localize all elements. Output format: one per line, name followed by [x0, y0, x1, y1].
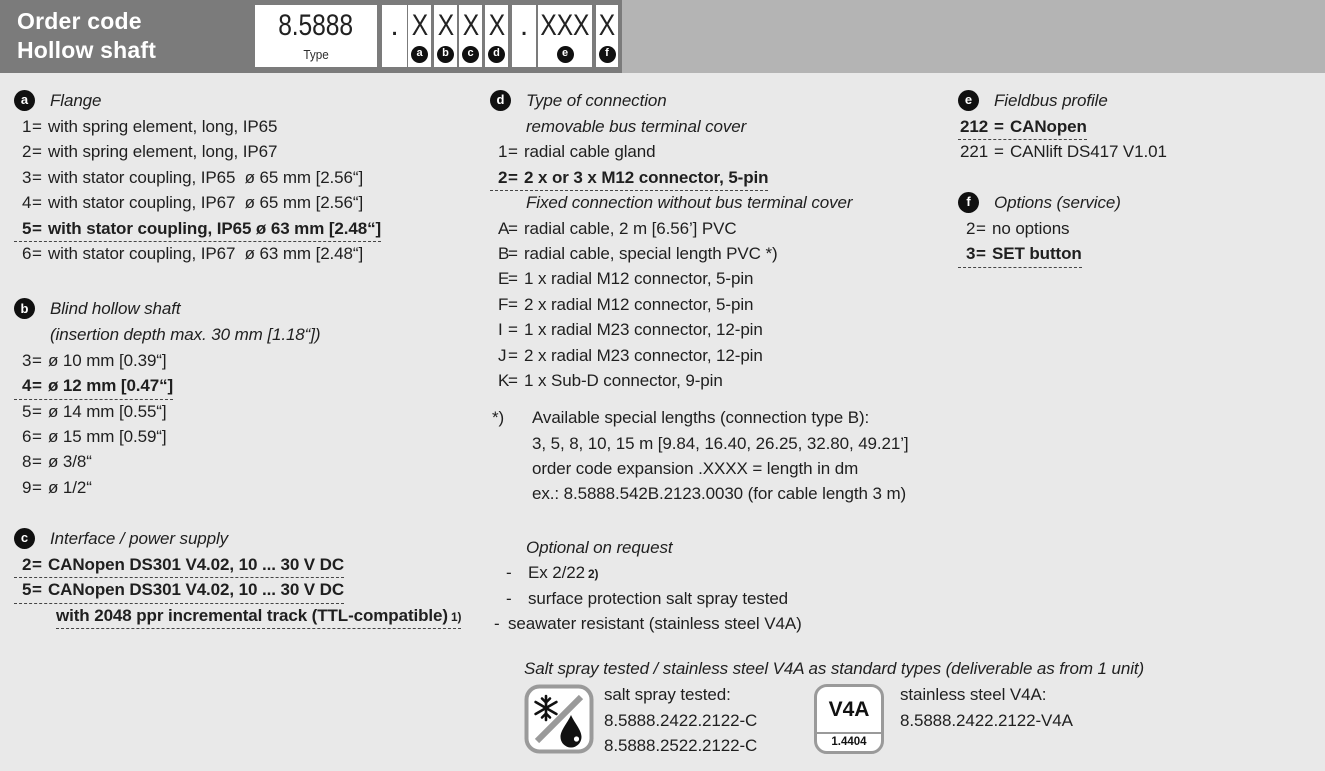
section-d-badge: d [490, 90, 511, 111]
order-code-dot-box-2 [512, 5, 536, 67]
code-row: 9 = ø 1/2“ [22, 477, 92, 497]
special-lengths-footnote [490, 405, 958, 507]
code-row-highlighted: 5 = CANopen DS301 V4.02, 10 ... 30 V DC [14, 577, 486, 602]
code-row: 6 = with stator coupling, IP67 ø 63 mm [2.48“] [22, 243, 364, 263]
salt-spray-code-2: 8.5888.2522.2122-C [604, 736, 758, 756]
order-code-dot-box [382, 5, 407, 67]
column-left [14, 88, 486, 628]
section-fieldbus-title: Fieldbus profile [994, 91, 1108, 110]
page-title [17, 7, 156, 65]
optional-item: - seawater resistant (stainless steel V4A) [490, 611, 958, 636]
stainless-steel-v4a-icon [814, 684, 884, 754]
code-row: B = radial cable, special length PVC *) [498, 243, 778, 263]
section-interface-title: Interface / power supply [50, 529, 229, 549]
page-title-line1: Order code [17, 8, 142, 34]
code-row: 8 = ø 3/8“ [22, 452, 92, 472]
code-row: I = 1 x radial M23 connector, 12-pin [498, 320, 763, 340]
key-badge-b: b [437, 46, 454, 63]
standard-types-block [490, 656, 1145, 762]
dot-separator: . [519, 9, 529, 42]
section-connection-title: Type of connection [526, 91, 667, 110]
code-row: 221 = CANlift DS417 V1.01 [960, 142, 1167, 162]
key-badge-c: c [462, 46, 479, 63]
optional-title: Optional on request [526, 537, 673, 557]
x-placeholder: X [437, 9, 454, 42]
standard-types-heading: Salt spray tested / stainless steel V4A as standard types (deliverable as from 1 unit) [524, 659, 1145, 679]
section-interface-header [14, 526, 486, 552]
code-row: E = 1 x radial M12 connector, 5-pin [498, 269, 754, 289]
page-title-line2: Hollow shaft [17, 37, 157, 63]
section-flange-title: Flange [50, 91, 102, 110]
type-code: 8.5888 [278, 9, 354, 42]
code-row: A = radial cable, 2 m [6.56’] PVC [498, 218, 737, 238]
section-options-title: Options (service) [994, 192, 1121, 212]
code-row-highlighted: 2 = CANopen DS301 V4.02, 10 ... 30 V DC [14, 552, 486, 577]
type-label: Type [303, 46, 329, 62]
order-code-box-d [485, 5, 508, 67]
v4a-label: stainless steel V4A: [900, 685, 1047, 705]
bullet-dash: - [494, 614, 500, 634]
order-code-box-e [538, 5, 592, 67]
xxx-placeholder: XXX [540, 9, 590, 42]
code-row: J = 2 x radial M23 connector, 12-pin [498, 345, 763, 365]
footnote-marker: *) [492, 408, 505, 428]
code-row: 1 = with spring element, long, IP65 [22, 117, 278, 136]
section-fieldbus-header [958, 88, 1320, 114]
v4a-codes [900, 682, 1073, 733]
section-shaft-title: Blind hollow shaft [50, 299, 181, 319]
code-row: F = 2 x radial M12 connector, 5-pin [498, 294, 754, 314]
order-code-box-a [408, 5, 431, 67]
salt-spray-tested-icon [524, 684, 594, 754]
code-row-highlighted: 2 = 2 x or 3 x M12 connector, 5-pin [490, 165, 958, 190]
x-placeholder: X [462, 9, 479, 42]
footnote-line-3: order code expansion .XXXX = length in dm [532, 459, 859, 479]
code-row-continuation: with 2048 ppr incremental track (TTL-compatible) 1) [14, 603, 486, 628]
salt-spray-codes [604, 682, 757, 758]
order-code-box-b [434, 5, 457, 67]
footnote-line-2: 3, 5, 8, 10, 15 m [9.84, 16.40, 26.25, 32.80, 49.21’] [532, 433, 909, 453]
footnote-line-1: Available special lengths (connection type B): [532, 408, 870, 428]
v4a-badge-label: V4A [828, 698, 870, 722]
key-badge-f: f [599, 46, 616, 63]
header-bar-right [622, 0, 1325, 73]
v4a-material-number: 1.4404 [817, 732, 881, 751]
code-row-highlighted: 4 = ø 12 mm [0.47“] [14, 373, 486, 398]
bullet-dash: - [506, 563, 512, 583]
section-e-badge: e [958, 90, 979, 111]
section-c-badge: c [14, 528, 35, 549]
salt-spray-label: salt spray tested: [604, 685, 731, 705]
optional-on-request-block [490, 535, 958, 637]
section-a-badge: a [14, 90, 35, 111]
section-shaft-subtitle: (insertion depth max. 30 mm [1.18“]) [50, 325, 321, 345]
key-badge-a: a [411, 46, 428, 63]
code-row: 3 = ø 10 mm [0.39“] [22, 350, 167, 370]
x-placeholder: X [411, 9, 428, 42]
section-b-badge: b [14, 298, 35, 319]
dot-separator: . [390, 9, 399, 42]
optional-item: - Ex 2/22 2) [490, 560, 958, 585]
code-row: 1 = radial cable gland [498, 142, 656, 162]
order-code-box-f [596, 5, 618, 67]
code-row-highlighted: 5 = with stator coupling, IP65 ø 63 mm [2.48“] [14, 216, 486, 241]
code-row: 3 = with stator coupling, IP65 ø 65 mm [2.56“] [22, 167, 364, 187]
code-row: 2 = with spring element, long, IP67 [22, 142, 278, 162]
section-options-header [958, 190, 1320, 216]
key-badge-e: e [557, 46, 574, 63]
v4a-code: 8.5888.2422.2122-V4A [900, 710, 1073, 730]
section-connection-subtitle-2: Fixed connection without bus terminal cover [526, 193, 853, 213]
code-row-highlighted: 212 = CANopen [958, 114, 1320, 139]
code-row: 2 = no options [966, 218, 1070, 238]
order-code-type-box [255, 5, 377, 67]
column-right [958, 88, 1320, 267]
section-f-badge: f [958, 192, 979, 213]
x-placeholder: X [488, 9, 505, 42]
optional-item: - surface protection salt spray tested [490, 586, 958, 611]
code-row-highlighted: 3 = SET button [958, 241, 1320, 266]
code-row: K = 1 x Sub-D connector, 9-pin [498, 370, 723, 390]
section-flange-header [14, 88, 486, 114]
key-badge-d: d [488, 46, 505, 63]
code-row: 6 = ø 15 mm [0.59“] [22, 426, 167, 446]
x-placeholder: X [598, 9, 616, 42]
bullet-dash: - [506, 588, 512, 608]
section-connection-subtitle: removable bus terminal cover [526, 117, 747, 136]
section-connection-header [490, 88, 958, 114]
code-row: 5 = ø 14 mm [0.55“] [22, 401, 167, 421]
footnote-line-4: ex.: 8.5888.542B.2123.0030 (for cable length 3 m) [532, 484, 907, 504]
section-shaft-header [14, 296, 486, 322]
order-code-box-c [459, 5, 482, 67]
code-row: 4 = with stator coupling, IP67 ø 65 mm [2.56“] [22, 193, 364, 213]
salt-spray-code-1: 8.5888.2422.2122-C [604, 710, 758, 730]
